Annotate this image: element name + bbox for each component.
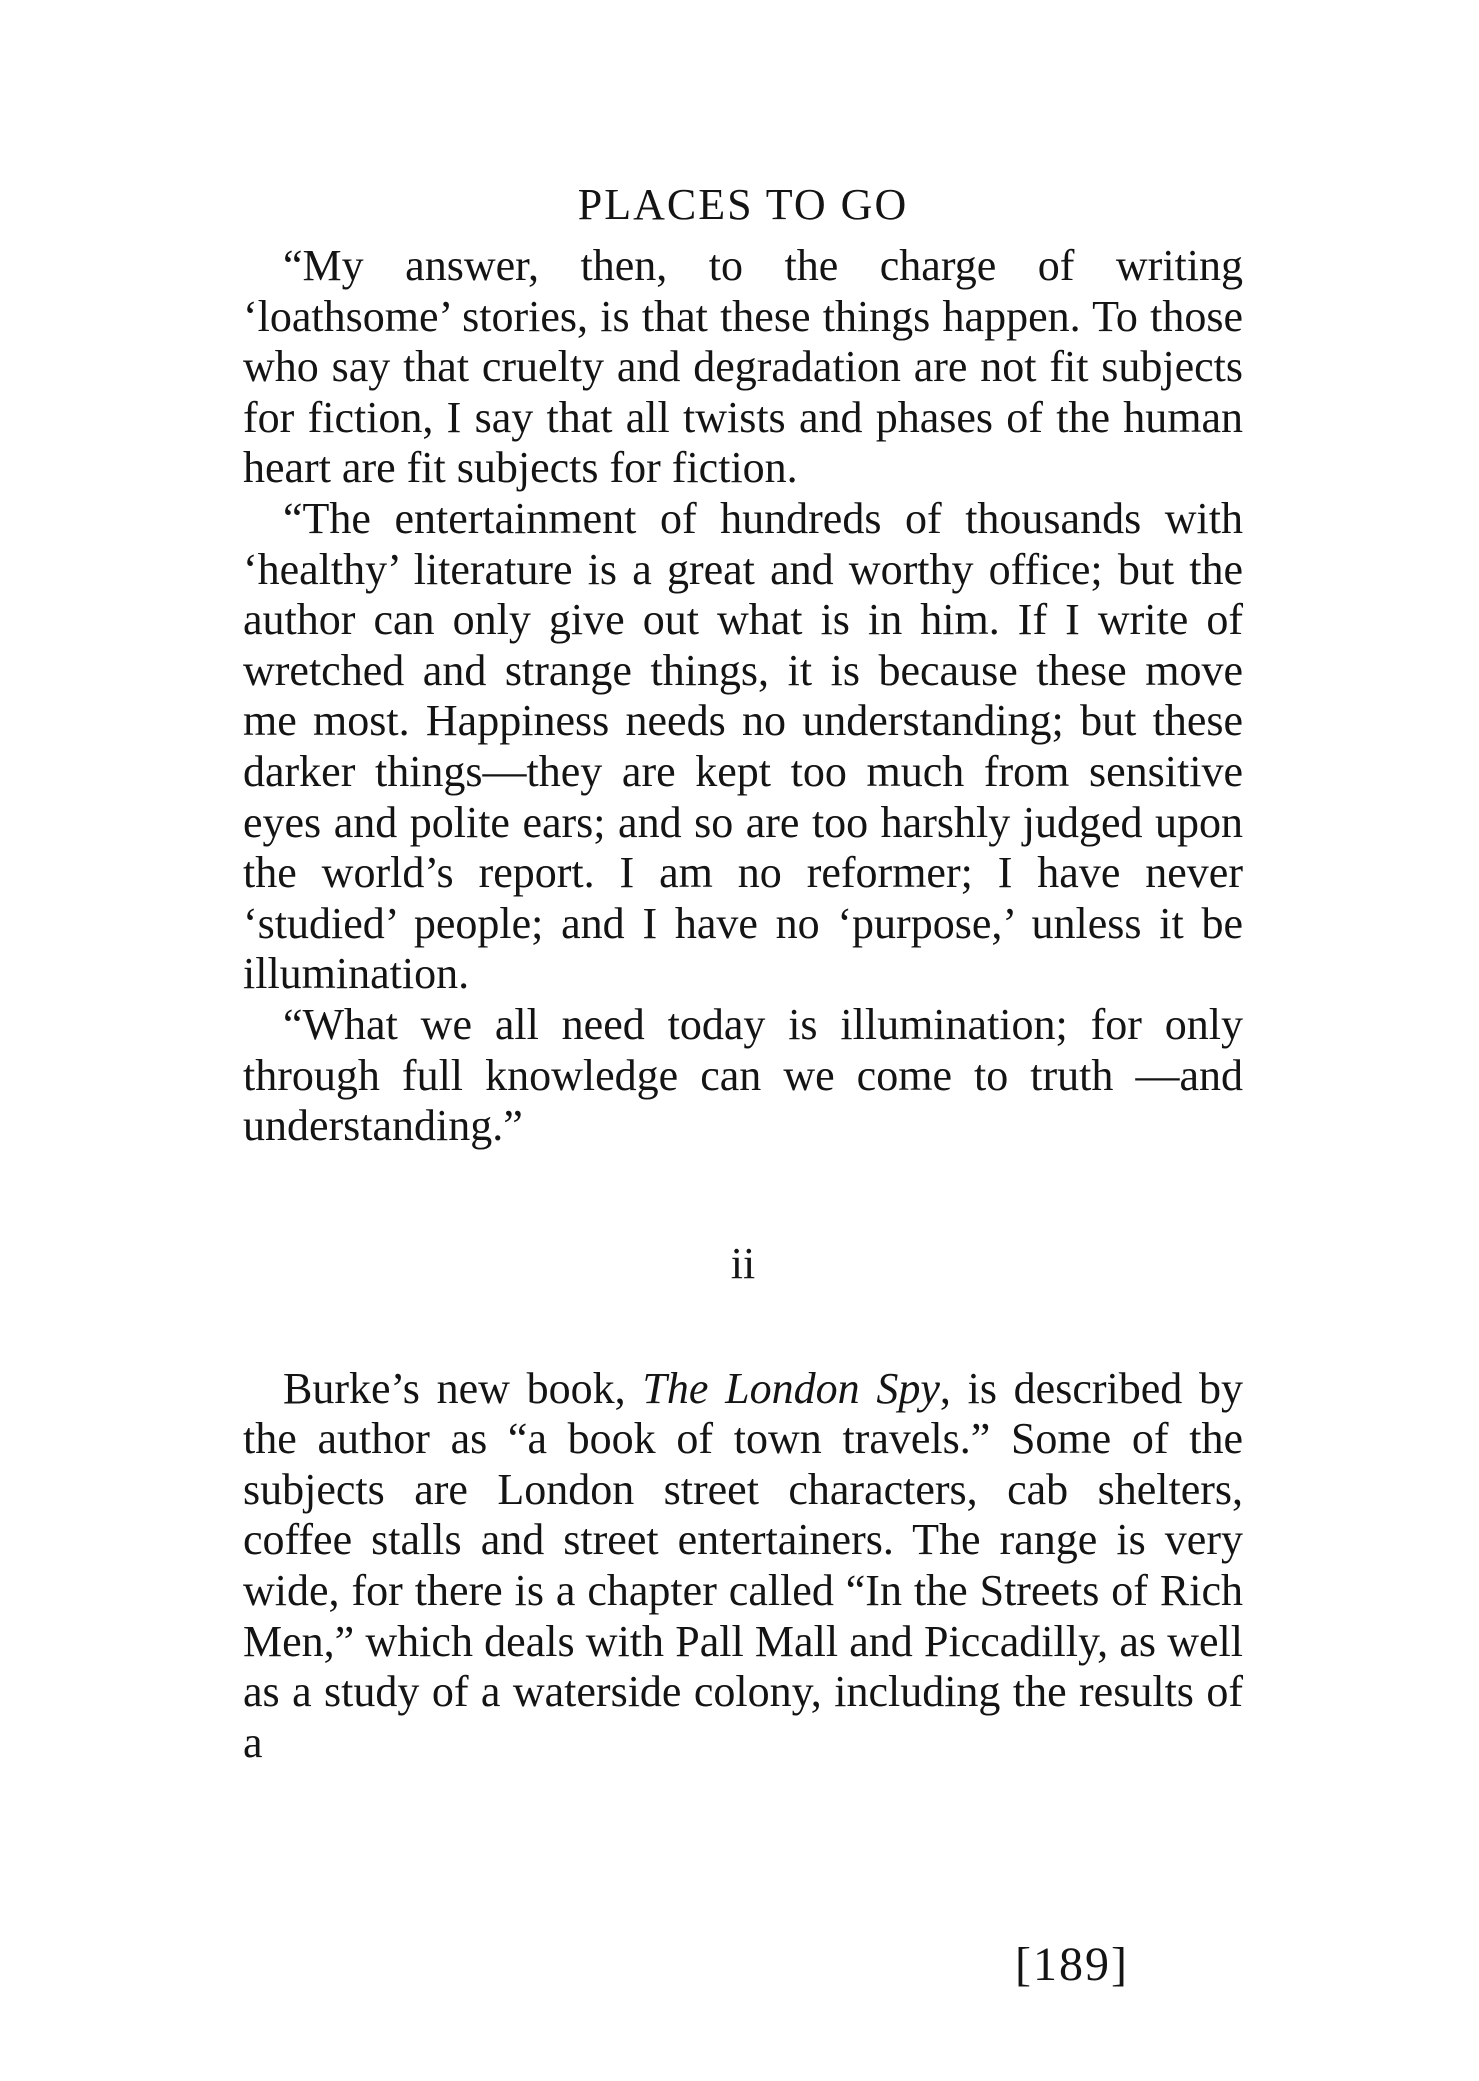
page-text	[243, 241, 1243, 1768]
page-number: [189]	[1015, 1938, 1129, 1991]
running-head: PLACES TO GO	[577, 180, 909, 229]
quote-paragraph-3: “What we all need today is illumination; for only through full knowledge can we come to truth —and understanding.”	[243, 999, 1243, 1151]
section-number: ii	[730, 1238, 756, 1288]
quote-paragraph-1: “My answer, then, to the charge of writing ‘loathsome’ stories, is that these things happen. To those who say that cruelty and degradation are not fit subjects for fiction, I say that all twists and phases of the human heart are fit subjects for fiction.	[243, 241, 1243, 493]
quote-paragraph-2: “The entertainment of hundreds of thousands with ‘healthy’ literature is a great and worthy office; but the author can only give out what is in him. If I write of wretched and strange things, it is because these move me most. Happiness needs no understanding; but these darker things—they are kept too much from sensitive eyes and polite ears; and so are too harshly judged upon the world’s report. I am no reformer; I have never ‘studied’ people; and I have no ‘purpose,’ unless it be illumination.	[243, 493, 1243, 999]
book-page	[243, 175, 1243, 1768]
book-title: The London Spy	[642, 1363, 940, 1413]
body-text-rest: , is described by the author as “a book of town travels.” Some of the subjects are London street characters, cab shelters, coffee stalls and street entertainers. The range is very wide, for there is a chapter called “In the Streets of Rich Men,” which deals with Pall Mall and Piccadilly, as well as a study of a waterside colony, including the results of a	[243, 1363, 1243, 1767]
body-text-lead: Burke’s new book,	[283, 1363, 643, 1413]
body-paragraph	[243, 1364, 1243, 1769]
